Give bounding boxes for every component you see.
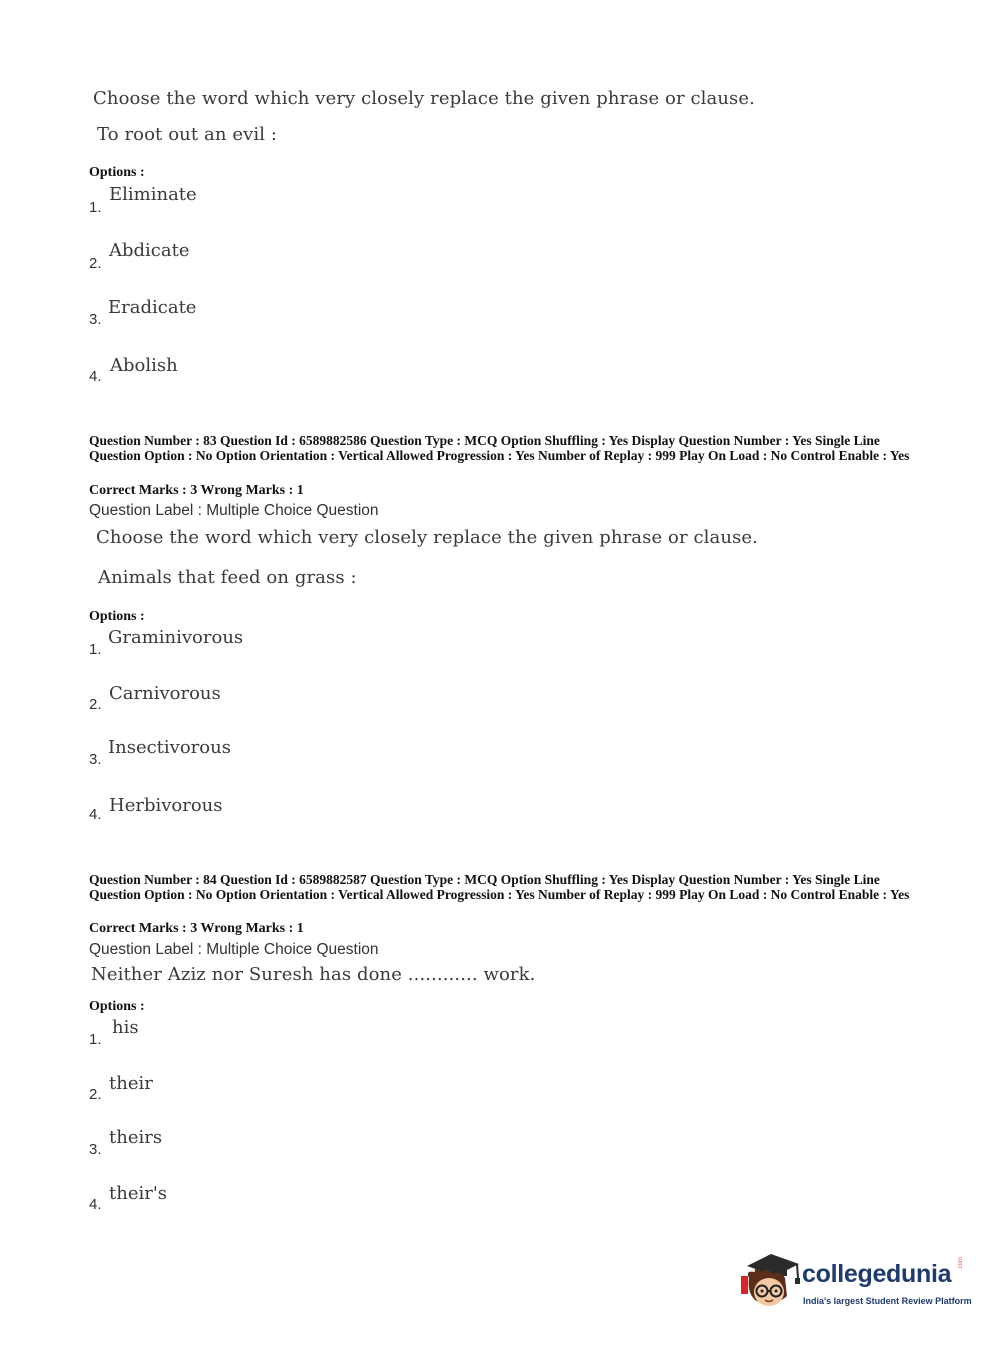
option-number: 2.: [89, 1086, 102, 1103]
option-number: 3.: [89, 751, 102, 768]
option-number: 1.: [89, 199, 102, 216]
option-text: Insectivorous: [108, 737, 231, 758]
brand-tagline: India's largest Student Review Platform: [803, 1296, 972, 1306]
question-83-prompt: Animals that feed on grass :: [98, 567, 357, 588]
option-text: Herbivorous: [109, 795, 223, 816]
option-text: Eliminate: [109, 184, 197, 205]
option-text: their's: [109, 1183, 168, 1204]
question-84-label: Question Label : Multiple Choice Question: [89, 941, 379, 958]
question-83-instruction: Choose the word which very closely replace the given phrase or clause.: [96, 527, 758, 548]
option-text: Carnivorous: [109, 683, 221, 704]
question-83-marks: Correct Marks : 3 Wrong Marks : 1: [89, 483, 304, 498]
option-text: Graminivorous: [108, 627, 244, 648]
option-number: 1.: [89, 1031, 102, 1048]
question-84-marks: Correct Marks : 3 Wrong Marks : 1: [89, 921, 304, 936]
brand-com: .com: [958, 1256, 964, 1270]
option-number: 3.: [89, 1141, 102, 1158]
question-83-label: Question Label : Multiple Choice Question: [89, 502, 379, 519]
option-number: 4.: [89, 368, 102, 385]
mascot-icon: [741, 1248, 803, 1314]
option-text: theirs: [109, 1127, 163, 1148]
question-82-instruction: Choose the word which very closely replace the given phrase or clause.: [93, 88, 755, 109]
option-text: his: [112, 1017, 139, 1038]
option-number: 4.: [89, 806, 102, 823]
option-number: 4.: [89, 1196, 102, 1213]
question-82-prompt: To root out an evil :: [97, 124, 278, 145]
question-82-options-label: Options :: [89, 165, 145, 180]
question-83-meta: Question Number : 83 Question Id : 6589882586 Question Type : MCQ Option Shuffling : Yes Display Question Number : Yes Single Line Question Option : No Option Orientation : Vertical Allowed Progression : Yes Number of Replay : 999 Play On Load : No Control Enable : Yes: [89, 433, 910, 463]
option-number: 3.: [89, 311, 102, 328]
question-84-options-label: Options :: [89, 999, 145, 1014]
option-text: Abdicate: [109, 240, 190, 261]
question-84-meta: Question Number : 84 Question Id : 6589882587 Question Type : MCQ Option Shuffling : Yes Display Question Number : Yes Single Line Question Option : No Option Orientation : Vertical Allowed Progression : Yes Number of Replay : 999 Play On Load : No Control Enable : Yes: [89, 872, 910, 902]
option-text: Eradicate: [108, 297, 197, 318]
question-83-options-label: Options :: [89, 609, 145, 624]
option-text: Abolish: [110, 355, 178, 376]
option-number: 2.: [89, 696, 102, 713]
option-text: their: [109, 1073, 153, 1094]
brand-name: collegedunia: [802, 1260, 952, 1288]
question-84-prompt: Neither Aziz nor Suresh has done ............ work.: [91, 964, 536, 985]
option-number: 2.: [89, 255, 102, 272]
option-number: 1.: [89, 641, 102, 658]
